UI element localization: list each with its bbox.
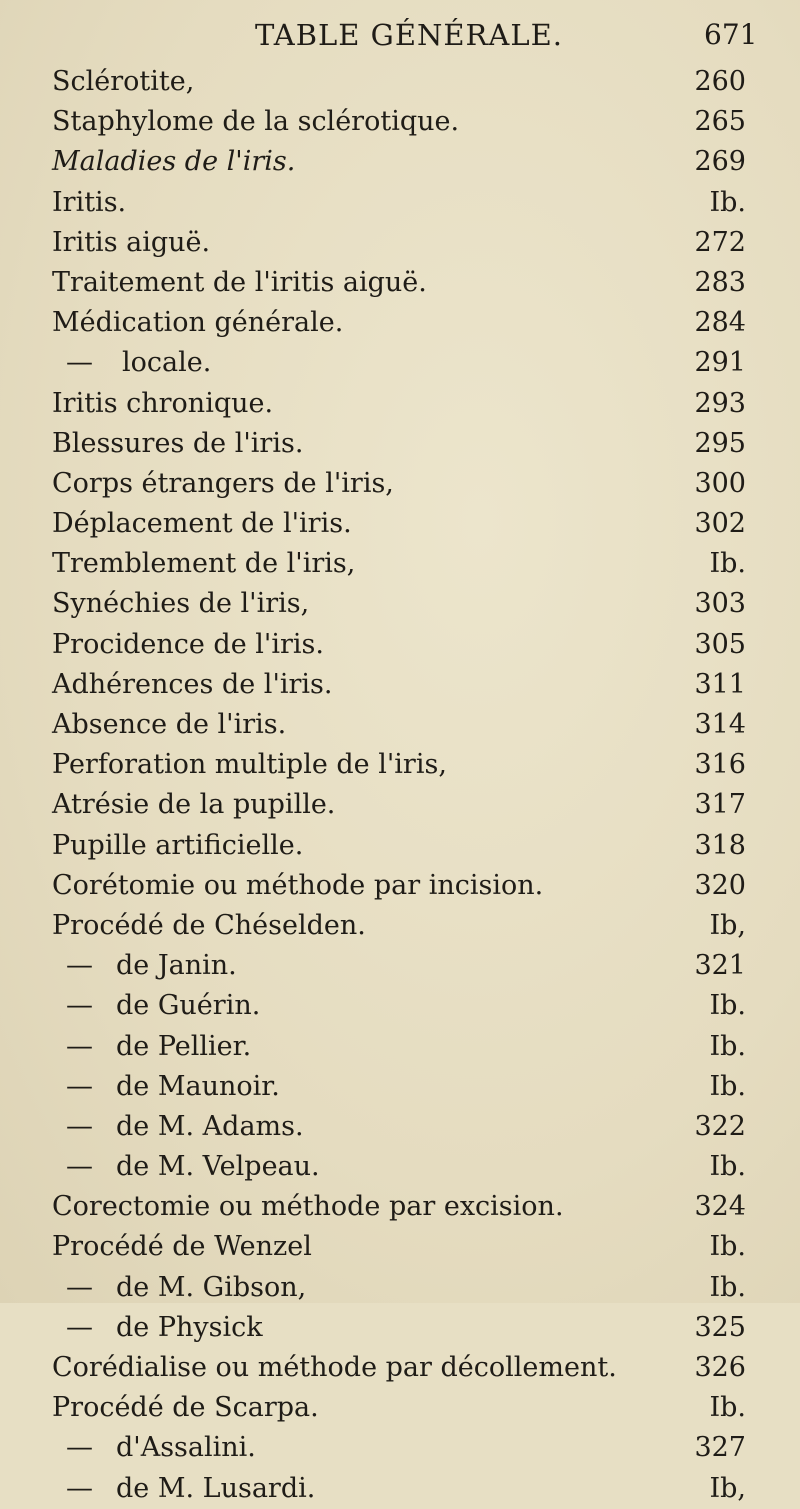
entry-label: [52, 584, 309, 624]
entry-label: [52, 705, 286, 745]
entry-text: Atrésie de la pupille.: [52, 789, 336, 821]
entry-label: [52, 223, 210, 263]
table-of-contents: [0, 62, 800, 1509]
entry-text: Perforation multiple de l'iris,: [52, 749, 447, 781]
entry-text: de Physick: [116, 1311, 263, 1343]
page-reference: 300: [694, 467, 746, 499]
ditto-dash: —: [66, 1151, 93, 1183]
entry-label: [52, 785, 335, 825]
entry-text: de Janin.: [116, 950, 237, 982]
entry-text: Absence de l'iris.: [52, 709, 287, 740]
toc-entry: [0, 1227, 800, 1267]
page-reference: Ib.: [709, 548, 746, 580]
entry-label: [52, 142, 295, 182]
entry-text: Procédé de Wenzel: [52, 1231, 312, 1263]
toc-entry: [0, 183, 800, 223]
page-reference: 305: [694, 628, 746, 660]
entry-label: [52, 1187, 564, 1227]
page-reference: 265: [694, 106, 746, 138]
toc-entry: [0, 986, 800, 1026]
entry-text: Traitement de l'iritis aiguë.: [52, 266, 427, 298]
entry-text: Blessures de l'iris.: [52, 427, 304, 459]
page-reference: Ib.: [709, 186, 746, 218]
page-header: [0, 18, 800, 62]
entry-text: Sclérotite,: [52, 66, 195, 97]
entry-label: [52, 102, 459, 142]
page-reference: 325: [694, 1311, 746, 1343]
entry-text: Pupille artificielle.: [52, 829, 304, 861]
page-reference: 295: [694, 427, 746, 459]
entry-text: Procédé de Chéselden.: [52, 909, 366, 941]
entry-text: Iritis chronique.: [52, 387, 274, 419]
page-reference: Ib,: [709, 1472, 746, 1504]
entry-label: [66, 986, 260, 1026]
page-reference: Ib.: [709, 990, 746, 1022]
entry-text: Maladies de l'iris.: [52, 146, 296, 178]
toc-entry: [0, 1187, 800, 1227]
entry-label: [52, 1388, 319, 1428]
page-reference: 284: [694, 307, 746, 339]
toc-entry: [0, 263, 800, 303]
page-reference: 316: [694, 749, 746, 781]
running-title: TABLE GÉNÉRALE.: [255, 18, 563, 52]
entry-text: de Maunoir.: [116, 1070, 280, 1102]
toc-entry: [0, 946, 800, 986]
toc-entry: [0, 1308, 800, 1348]
entry-text: Staphylome de la sclérotique.: [52, 106, 460, 138]
entry-text: Corps étrangers de l'iris,: [52, 467, 394, 499]
ditto-dash: —: [66, 950, 93, 982]
toc-entry: [0, 464, 800, 504]
ditto-dash: —: [66, 1070, 93, 1102]
toc-entry: [0, 303, 800, 343]
entry-text: Iritis aiguë.: [52, 226, 211, 258]
ditto-dash: —: [66, 1432, 93, 1464]
page-reference: 302: [694, 508, 746, 540]
entry-label: [66, 343, 211, 383]
entry-text: de Guérin.: [116, 990, 261, 1022]
entry-text: de M. Gibson,: [116, 1271, 307, 1303]
entry-label: [52, 424, 303, 464]
entry-label: [52, 62, 194, 102]
entry-label: [52, 866, 543, 906]
toc-entry: [0, 866, 800, 906]
page-reference: 326: [694, 1352, 746, 1383]
entry-text: de Pellier.: [116, 1030, 252, 1062]
entry-text: de M. Velpeau.: [116, 1151, 320, 1183]
page-reference: 260: [694, 66, 746, 97]
entry-label: [66, 1428, 256, 1468]
toc-entry: [0, 343, 800, 383]
entry-label: [66, 1469, 315, 1509]
entry-label: [66, 946, 237, 986]
entry-text: Synéchies de l'iris,: [52, 588, 310, 620]
toc-entry: [0, 142, 800, 182]
toc-entry: [0, 1469, 800, 1509]
entry-label: [66, 1067, 280, 1107]
toc-entry: [0, 544, 800, 584]
ditto-dash: —: [66, 1311, 93, 1343]
page-reference: 291: [694, 347, 746, 379]
page-reference: 327: [694, 1432, 746, 1464]
entry-text: Déplacement de l'iris.: [52, 508, 352, 540]
page-reference: 314: [694, 709, 746, 740]
toc-entry: [0, 1268, 800, 1308]
page-reference: 320: [694, 869, 746, 901]
entry-label: [52, 464, 394, 504]
entry-label: [66, 1308, 263, 1348]
page-reference: Ib,: [709, 909, 746, 941]
toc-entry: [0, 785, 800, 825]
toc-entry: [0, 62, 800, 102]
toc-entry: [0, 745, 800, 785]
toc-entry: [0, 1388, 800, 1428]
entry-label: [52, 303, 343, 343]
entry-text: de M. Adams.: [116, 1110, 304, 1142]
ditto-dash: —: [66, 1271, 93, 1303]
entry-text: Adhérences de l'iris.: [52, 668, 333, 700]
entry-label: [52, 384, 273, 424]
page-reference: Ib.: [709, 1151, 746, 1183]
toc-entry: [0, 906, 800, 946]
entry-label: [52, 625, 324, 665]
entry-label: [66, 1027, 251, 1067]
entry-label: [66, 1147, 320, 1187]
entry-label: [52, 826, 303, 866]
page-reference: 324: [694, 1191, 746, 1223]
entry-label: [52, 745, 447, 785]
page-number: 671: [704, 18, 758, 51]
toc-entry: [0, 504, 800, 544]
toc-entry: [0, 1428, 800, 1468]
ditto-dash: —: [66, 1030, 93, 1062]
ditto-dash: —: [66, 347, 93, 379]
page-reference: 318: [694, 829, 746, 861]
page-reference: 303: [694, 588, 746, 620]
entry-text: Médication générale.: [52, 307, 344, 339]
toc-entry: [0, 223, 800, 263]
page-reference: 272: [694, 226, 746, 258]
page-reference: Ib.: [709, 1271, 746, 1303]
page-reference: 322: [694, 1110, 746, 1142]
ditto-dash: —: [66, 990, 93, 1022]
entry-text: locale.: [122, 347, 212, 379]
page-reference: Ib.: [709, 1392, 746, 1424]
entry-label: [52, 504, 352, 544]
toc-entry: [0, 584, 800, 624]
toc-entry: [0, 665, 800, 705]
toc-entry: [0, 424, 800, 464]
entry-label: [52, 263, 427, 303]
page-reference: 317: [694, 789, 746, 821]
entry-label: [66, 1107, 304, 1147]
toc-entry: [0, 102, 800, 142]
entry-text: de M. Lusardi.: [116, 1472, 316, 1504]
page-reference: 283: [694, 266, 746, 298]
ditto-dash: —: [66, 1472, 93, 1504]
toc-entry: [0, 1107, 800, 1147]
page-reference: Ib.: [709, 1030, 746, 1062]
toc-entry: [0, 1027, 800, 1067]
page-reference: 321: [694, 950, 746, 982]
page-reference: 269: [694, 146, 746, 178]
entry-label: [52, 906, 366, 946]
entry-text: d'Assalini.: [116, 1432, 256, 1464]
toc-entry: [0, 826, 800, 866]
entry-label: [66, 1268, 306, 1308]
toc-entry: [0, 625, 800, 665]
entry-text: Procédé de Scarpa.: [52, 1392, 319, 1424]
entry-label: [52, 1227, 312, 1267]
entry-text: Tremblement de l'iris,: [52, 548, 356, 580]
toc-entry: [0, 384, 800, 424]
toc-entry: [0, 705, 800, 745]
entry-text: Corétomie ou méthode par incision.: [52, 869, 544, 901]
page-reference: Ib.: [709, 1231, 746, 1263]
toc-entry: [0, 1067, 800, 1107]
entry-text: Corectomie ou méthode par excision.: [52, 1191, 564, 1223]
ditto-dash: —: [66, 1110, 93, 1142]
page-reference: Ib.: [709, 1070, 746, 1102]
toc-entry: [0, 1348, 800, 1388]
entry-label: [52, 183, 126, 223]
entry-text: Iritis.: [52, 186, 127, 218]
entry-label: [52, 1348, 617, 1388]
entry-label: [52, 544, 355, 584]
page-reference: 293: [694, 387, 746, 419]
entry-text: Procidence de l'iris.: [52, 628, 324, 660]
entry-label: [52, 665, 332, 705]
entry-text: Corédialise ou méthode par décollement.: [52, 1352, 617, 1383]
page-reference: 311: [694, 668, 746, 700]
toc-entry: [0, 1147, 800, 1187]
